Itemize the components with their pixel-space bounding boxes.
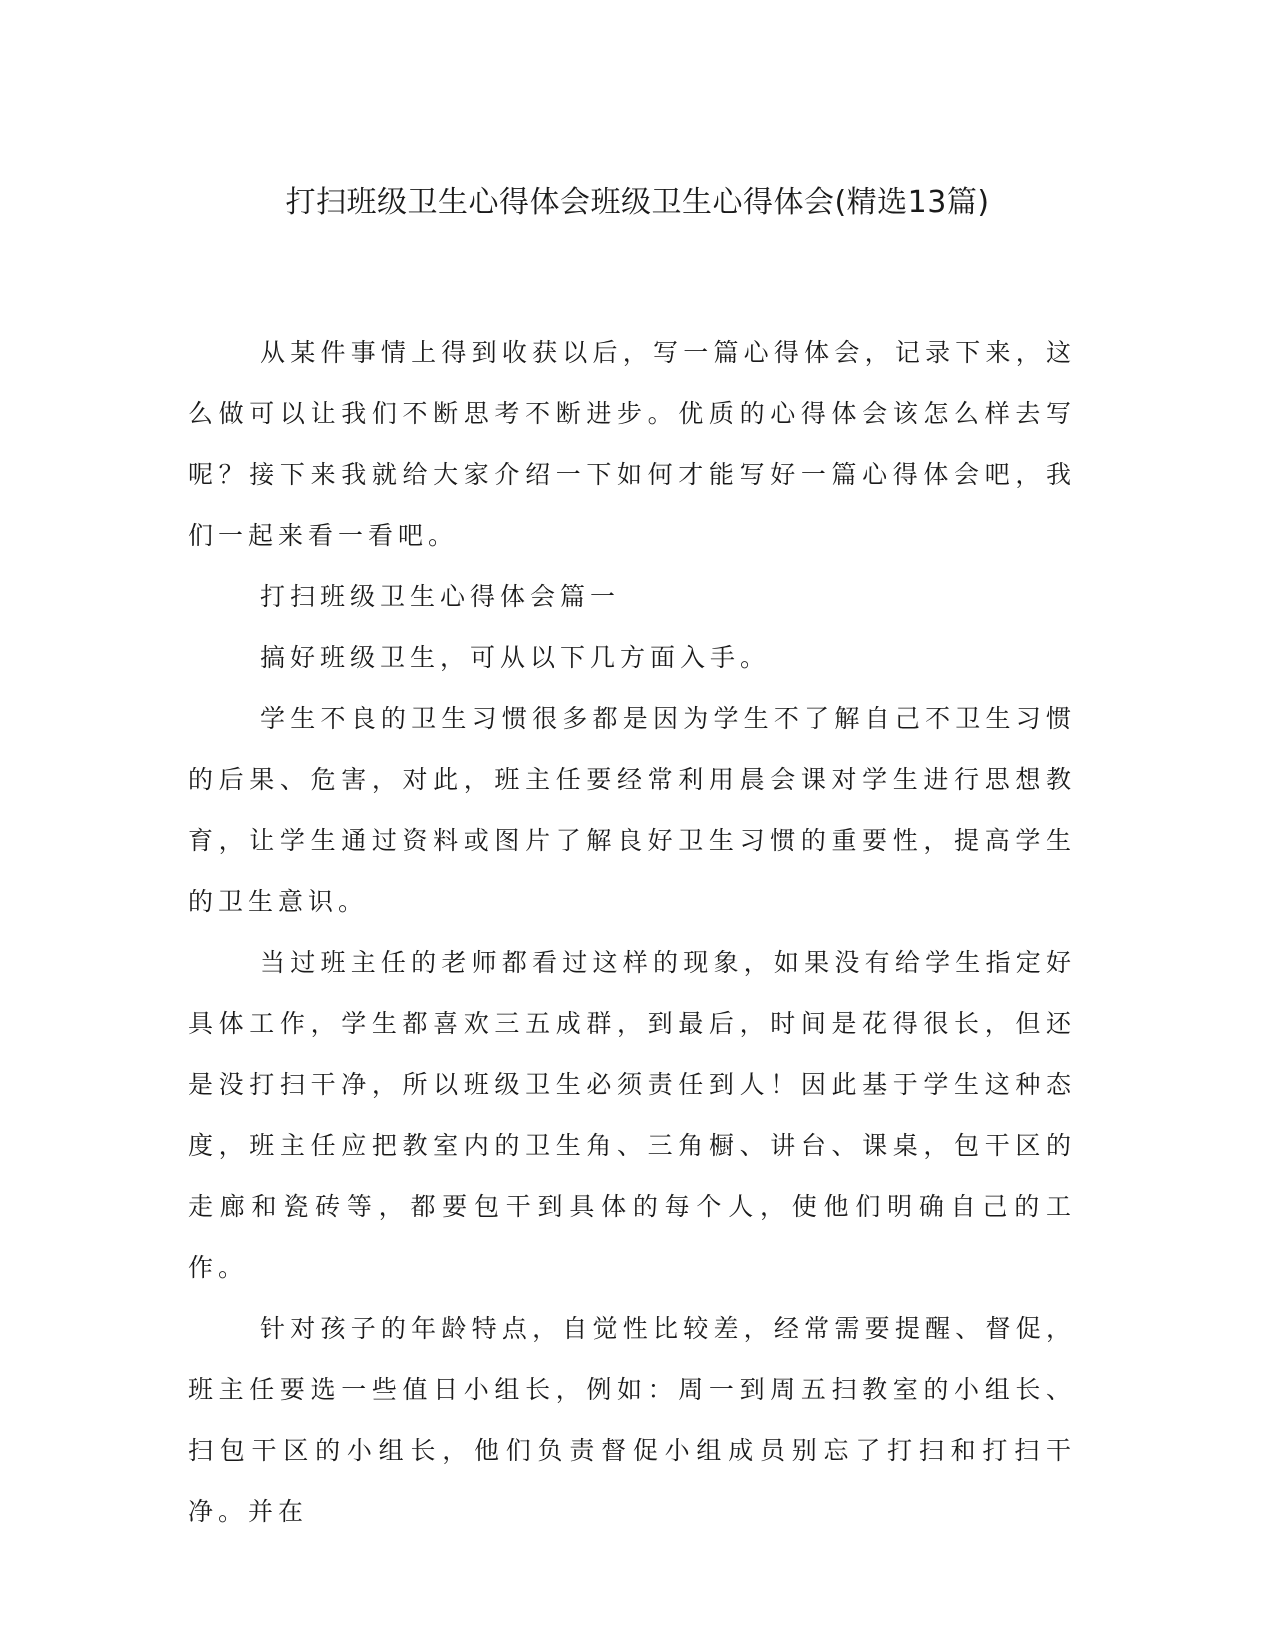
document-title: 打扫班级卫生心得体会班级卫生心得体会(精选13篇)	[285, 185, 990, 220]
paragraph-intro: 从某件事情上得到收获以后，写一篇心得体会，记录下来，这么做可以让我们不断思考不断进步。优质的心得体会该怎么样去写呢？接下来我就给大家介绍一下如何才能写好一篇心得体会吧，我们一起来看一看吧。	[188, 338, 1076, 550]
paragraph: 针对孩子的年龄特点，自觉性比较差，经常需要提醒、督促，班主任要选一些值日小组长，例如：周一到周五扫教室的小组长、扫包干区的小组长，他们负责督促小组成员别忘了打扫和打扫干净。并在	[188, 1314, 1076, 1526]
paragraph: 当过班主任的老师都看过这样的现象，如果没有给学生指定好具体工作，学生都喜欢三五成群，到最后，时间是花得很长，但还是没打扫干净，所以班级卫生必须责任到人！因此基于学生这种态度，班主任应把教室内的卫生角、三角橱、讲台、课桌，包干区的走廊和瓷砖等，都要包干到具体的每个人，使他们明确自己的工作。	[188, 948, 1076, 1282]
document-body	[188, 322, 1076, 1542]
paragraph: 学生不良的卫生习惯很多都是因为学生不了解自己不卫生习惯的后果、危害，对此，班主任要经常利用晨会课对学生进行思想教育，让学生通过资料或图片了解良好卫生习惯的重要性，提高学生的卫生意识。	[188, 704, 1076, 916]
section-heading: 打扫班级卫生心得体会篇一	[260, 582, 621, 611]
paragraph: 搞好班级卫生，可从以下几方面入手。	[260, 643, 771, 672]
